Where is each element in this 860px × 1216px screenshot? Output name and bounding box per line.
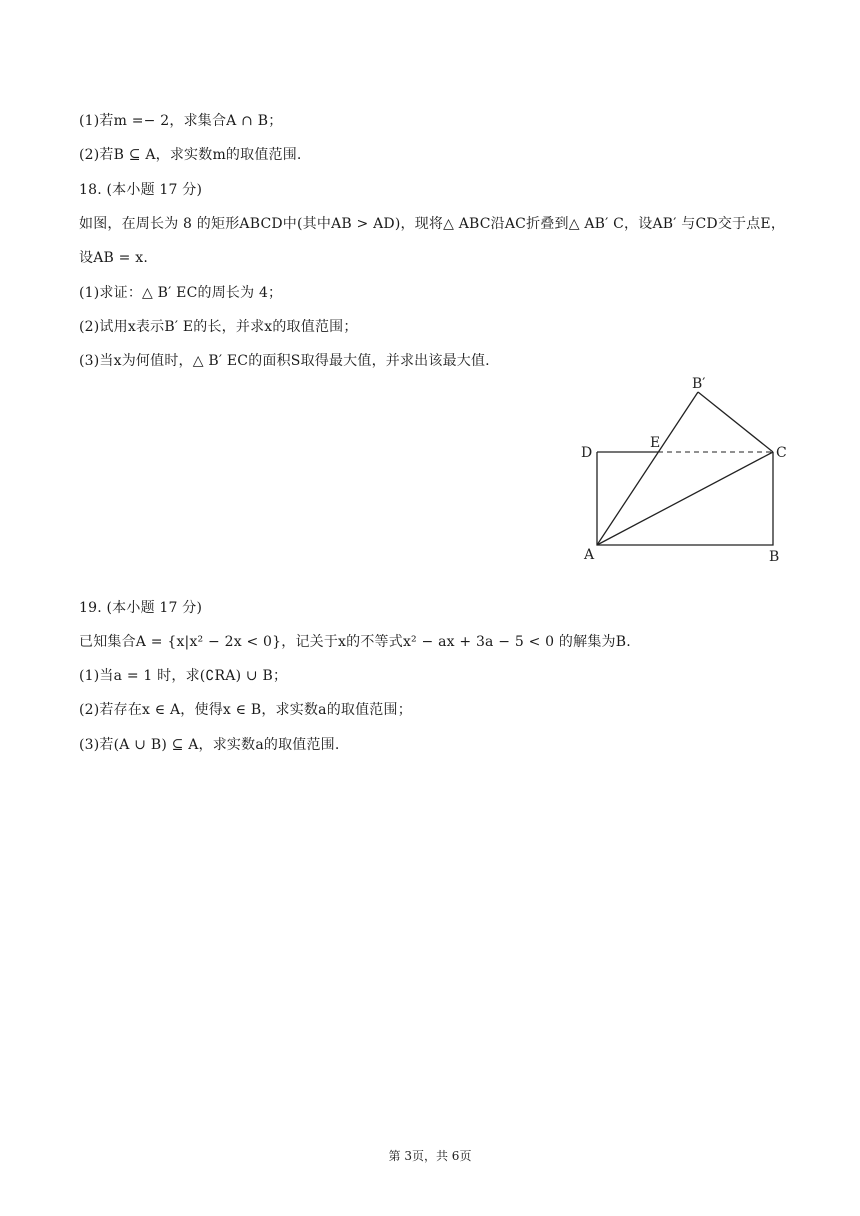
q17-part2: (2)若B ⊆ A，求实数m的取值范围. (79, 147, 302, 163)
q18-header: 18. (本小题 17 分) (79, 182, 203, 198)
q19-header: 19. (本小题 17 分) (79, 600, 203, 616)
q18-part3: (3)当x为何值时，△ B′ EC的面积S取得最大值，并求出该最大值. (79, 353, 490, 369)
geometry-diagram (578, 372, 788, 568)
label-D: D (581, 445, 593, 461)
label-A: A (584, 547, 595, 563)
q19-part3: (3)若(A ∪ B) ⊆ A，求实数a的取值范围. (79, 737, 340, 753)
q19-part2: (2)若存在x ∈ A，使得x ∈ B，求实数a的取值范围； (79, 702, 412, 718)
q19-part1: (1)当a = 1 时，求(∁RA) ∪ B； (79, 668, 288, 684)
folded-rectangle-figure (578, 372, 788, 568)
label-C: C (776, 445, 787, 461)
q17-part1: (1)若m =− 2，求集合A ∩ B； (79, 113, 283, 129)
q19-stem: 已知集合A = {x|x² − 2x < 0}，记关于x的不等式x² − ax + 3a − 5 < 0 的解集为B. (79, 634, 631, 650)
q18-stem-line2: 设AB = x. (79, 250, 148, 266)
label-B: B (769, 549, 780, 565)
q18-stem-line1: 如图，在周长为 8 的矩形ABCD中(其中AB > AD)，现将△ ABC沿AC折叠到△ AB′ C，设AB′ 与CD交于点E， (79, 216, 786, 232)
diagonal-AC (597, 452, 773, 545)
segment-B-prime-C (698, 392, 773, 452)
q18-part2: (2)试用x表示B′ E的长，并求x的取值范围； (79, 319, 358, 335)
label-B-prime: B′ (692, 376, 706, 392)
q18-part1: (1)求证：△ B′ EC的周长为 4； (79, 285, 283, 301)
segment-AB-prime (597, 392, 698, 545)
label-E: E (650, 435, 661, 451)
page-footer: 第 3页，共 6页 (388, 1149, 472, 1163)
